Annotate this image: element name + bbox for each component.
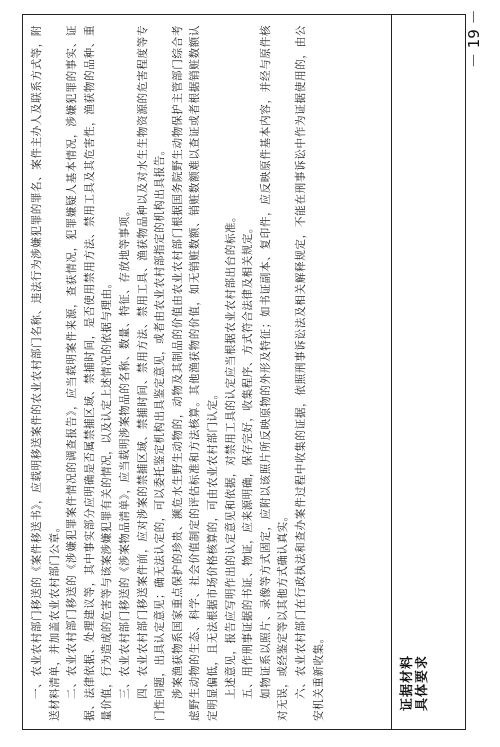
evidence-requirements-table [22,14,466,730]
requirements-content-cell [23,15,391,729]
paragraph-3: 三、农业农村部门移送的《涉案物品清单》，应当载明涉案物品的名称、数量、特征、存放地等事项。 [118,205,131,699]
paragraph-9: 六、农业农村部门在行政执法和查办案件过程中收集的证据，依照刑事诉讼法及相关解释规定，不能在刑事诉讼中作为证据使用的，由公安机关重新收集。 [294,25,325,721]
page-number: － 19 － [465,9,483,68]
row-label: 证据材料具体要求 [400,654,430,711]
paragraph-1: 一、农业农村部门移送的《案件移送书》，应载明移送案件的农业农村部门名称、违法行为涉嫌犯罪的罪名、案件主办人及联系方式等，附送材料清单，并加盖农业农村部门公章。 [31,25,61,721]
paragraph-5: 涉案渔获物系国家重点保护的珍贵、濒危水生野生动物的，动物及其制品的价值由农业农村部门根据国务院野生动物保护主管部门综合考虑野生动物的生态、科学、社会价值制定的评估标准和方法核算。其他渔获物的价值，如无销赃数额、销赃数额难以查证或者根据销赃数额认定明显偏低，且无法根据市场价格核算的，可由农业农村部门认定。 [171,25,219,721]
paragraph-6: 上述意见，报告应写明作出的认定意见和依据，对禁用工具的认定应当根据农业农村部出台的标准。 [224,210,237,699]
paragraph-8: 如物证系以照片、录像等方式固定，应附以该照片所反映原物的外形及特征；如书证副本、复印件，应反映原件基本内容，并经与原件核对无误，或经鉴定等以其他方式确认真实。 [259,25,290,721]
table-row [23,15,465,729]
label-cell [391,15,465,729]
paragraph-7: 五、用作刑事证据的书证、物证，应来源明确，保存完好，收集程序、方式符合法律及相关规定。 [242,221,255,699]
paragraph-4: 四、农业农村部门移送案件前，应对涉案的禁捕区域、禁捕时间、禁用方法、禁用工具、渔获物品种以及对水生生物资源的危害程度等专门性问题，出具认定意见；确无法认定的，可以委托鉴定机构出具鉴定意见，或者由农业农村部指定的机构出具报告。 [136,25,167,721]
paragraph-2: 二、农业农村部门移送的《涉嫌犯罪案件情况的调查报告》，应当载明案件来源，查获情况，犯罪嫌疑人基本情况，涉嫌犯罪的事实、证据、法律依据、处理建议等，其中事实部分应明确是否属禁捕区域、禁捕时间，是否使用禁用方法、禁用工具及其危害性，渔获物的品种、重量价值，行为造成的危害等与该案涉嫌犯罪有关的情况，以及认定上述情况的依据与理由。 [66,25,114,721]
